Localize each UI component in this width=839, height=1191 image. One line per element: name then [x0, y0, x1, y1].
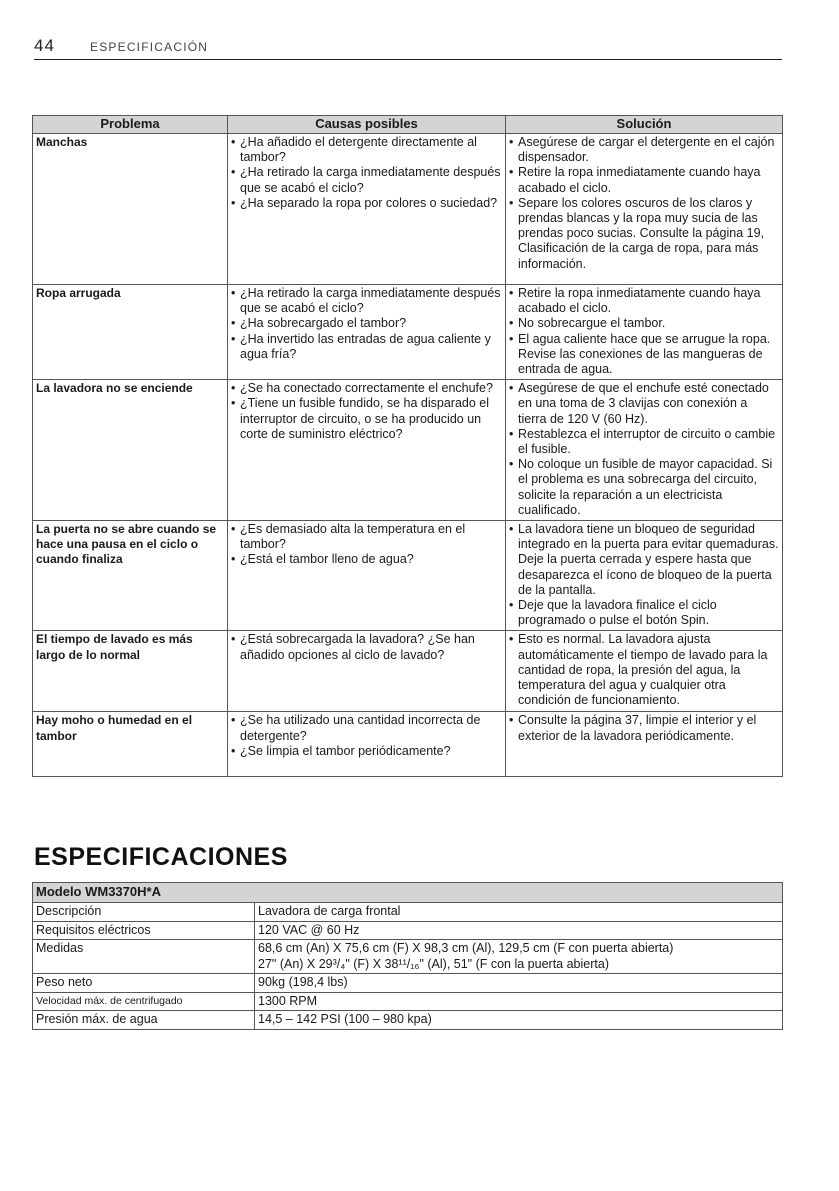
solution-item: • Esto es normal. La lavadora ajusta automáticamente el tiempo de lavado para la cantidad de ropa, la presión del agua, la temperatura del agua y cualquier otra condición de funcionamiento.	[509, 632, 779, 708]
problem-cell: El tiempo de lavado es más largo de lo normal	[33, 631, 228, 712]
solution-item: • Consulte la página 37, limpie el interior y el exterior de la lavadora periódicamente.	[509, 713, 779, 743]
spec-value: Lavadora de carga frontal	[255, 903, 783, 922]
spec-value: 90kg (198,4 lbs)	[255, 974, 783, 993]
spec-value: 120 VAC @ 60 Hz	[255, 921, 783, 940]
table-header-row	[33, 116, 783, 134]
section-name: ESPECIFICACIÓN	[90, 40, 209, 54]
causes-cell	[228, 134, 506, 285]
table-row	[33, 285, 783, 380]
solution-cell	[506, 521, 783, 631]
cause-item: • ¿Se limpia el tambor periódicamente?	[231, 744, 502, 759]
spec-label: Presión máx. de agua	[33, 1011, 255, 1030]
solution-item: • Separe los colores oscuros de los claros y prendas blancas y la ropa muy sucia de las prendas poco sucias. Consulte la página 19, Clasificación de la carga de ropa, para más información.	[509, 196, 779, 272]
problem-cell: Ropa arrugada	[33, 285, 228, 380]
cause-item: • ¿Es demasiado alta la temperatura en el tambor?	[231, 522, 502, 552]
causes-cell	[228, 521, 506, 631]
solution-item: • El agua caliente hace que se arrugue la ropa. Revise las conexiones de las mangueras de entrada de agua.	[509, 332, 779, 378]
page-number: 44	[34, 36, 55, 55]
solution-item: • No coloque un fusible de mayor capacidad. Si el problema es una sobrecarga del circuito, solicite la reparación a un electricista cualificado.	[509, 457, 779, 518]
spec-label: Peso neto	[33, 974, 255, 993]
solution-item: • Deje que la lavadora finalice el ciclo programado o pulse el botón Spin.	[509, 598, 779, 628]
table-row	[33, 521, 783, 631]
cause-item: • ¿Tiene un fusible fundido, se ha disparado el interruptor de circuito, o se ha producido un corte de suministro eléctrico?	[231, 396, 502, 442]
header-problem: Problema	[33, 116, 228, 134]
header-solution: Solución	[506, 116, 783, 134]
cause-item: • ¿Está el tambor lleno de agua?	[231, 552, 502, 567]
spec-value-group	[255, 940, 783, 974]
cause-item: • ¿Se ha utilizado una cantidad incorrecta de detergente?	[231, 713, 502, 743]
solution-item: • Asegúrese de cargar el detergente en el cajón dispensador.	[509, 135, 779, 165]
spec-value: 14,5 – 142 PSI (100 – 980 kpa)	[255, 1011, 783, 1030]
spec-value-imperial: 27" (An) X 29³/₄" (F) X 38¹¹/₁₆" (Al), 51" (F con la puerta abierta)	[258, 956, 609, 971]
table-row	[33, 940, 783, 974]
specs-title: ESPECIFICACIONES	[34, 843, 288, 871]
spec-value-metric: 68,6 cm (An) X 75,6 cm (F) X 98,3 cm (Al), 129,5 cm (F con puerta abierta)	[258, 941, 674, 955]
spec-label: Velocidad máx. de centrifugado	[33, 992, 255, 1011]
causes-cell	[228, 712, 506, 777]
cause-item: • ¿Ha sobrecargado el tambor?	[231, 316, 502, 331]
cause-item: • ¿Ha retirado la carga inmediatamente después que se acabó el ciclo?	[231, 165, 502, 195]
causes-cell	[228, 631, 506, 712]
problem-cell: La puerta no se abre cuando se hace una pausa en el ciclo o cuando finaliza	[33, 521, 228, 631]
solution-cell	[506, 134, 783, 285]
table-row	[33, 992, 783, 1011]
table-row	[33, 974, 783, 993]
spec-value: 1300 RPM	[255, 992, 783, 1011]
page-header	[34, 30, 782, 60]
solution-item: • Retire la ropa inmediatamente cuando haya acabado el ciclo.	[509, 165, 779, 195]
solution-cell	[506, 380, 783, 521]
solution-cell	[506, 631, 783, 712]
solution-item: • La lavadora tiene un bloqueo de seguridad integrado en la puerta para evitar quemaduras. Deje la puerta cerrada y espere hasta que desaparezca el ícono de bloqueo de la puerta de la pantalla.	[509, 522, 779, 598]
table-row	[33, 921, 783, 940]
cause-item: • ¿Ha añadido el detergente directamente al tambor?	[231, 135, 502, 165]
table-row	[33, 712, 783, 777]
model-header-row	[33, 883, 783, 903]
table-row	[33, 1011, 783, 1030]
solution-item: • Retire la ropa inmediatamente cuando haya acabado el ciclo.	[509, 286, 779, 316]
cause-item: • ¿Ha invertido las entradas de agua caliente y agua fría?	[231, 332, 502, 362]
table-row	[33, 380, 783, 521]
model-header: Modelo WM3370H*A	[33, 883, 783, 903]
solution-item: • Asegúrese de que el enchufe esté conectado en una toma de 3 clavijas con conexión a tierra de 120 V (60 Hz).	[509, 381, 779, 427]
header-causes: Causas posibles	[228, 116, 506, 134]
cause-item: • ¿Ha retirado la carga inmediatamente después que se acabó el ciclo?	[231, 286, 502, 316]
solution-item: • Restablezca el interruptor de circuito o cambie el fusible.	[509, 427, 779, 457]
table-row	[33, 631, 783, 712]
problem-cell: La lavadora no se enciende	[33, 380, 228, 521]
troubleshooting-table	[32, 115, 783, 777]
table-row	[33, 903, 783, 922]
cause-item: • ¿Ha separado la ropa por colores o suciedad?	[231, 196, 502, 211]
cause-item: • ¿Se ha conectado correctamente el enchufe?	[231, 381, 502, 396]
causes-cell	[228, 380, 506, 521]
spec-label: Medidas	[33, 940, 255, 974]
problem-cell: Hay moho o humedad en el tambor	[33, 712, 228, 777]
problem-cell: Manchas	[33, 134, 228, 285]
causes-cell	[228, 285, 506, 380]
cause-item: • ¿Está sobrecargada la lavadora? ¿Se han añadido opciones al ciclo de lavado?	[231, 632, 502, 662]
solution-item: • No sobrecargue el tambor.	[509, 316, 779, 331]
spec-label: Descripción	[33, 903, 255, 922]
spec-label: Requisitos eléctricos	[33, 921, 255, 940]
specifications-table	[32, 882, 783, 1030]
solution-cell	[506, 712, 783, 777]
solution-cell	[506, 285, 783, 380]
table-row	[33, 134, 783, 285]
